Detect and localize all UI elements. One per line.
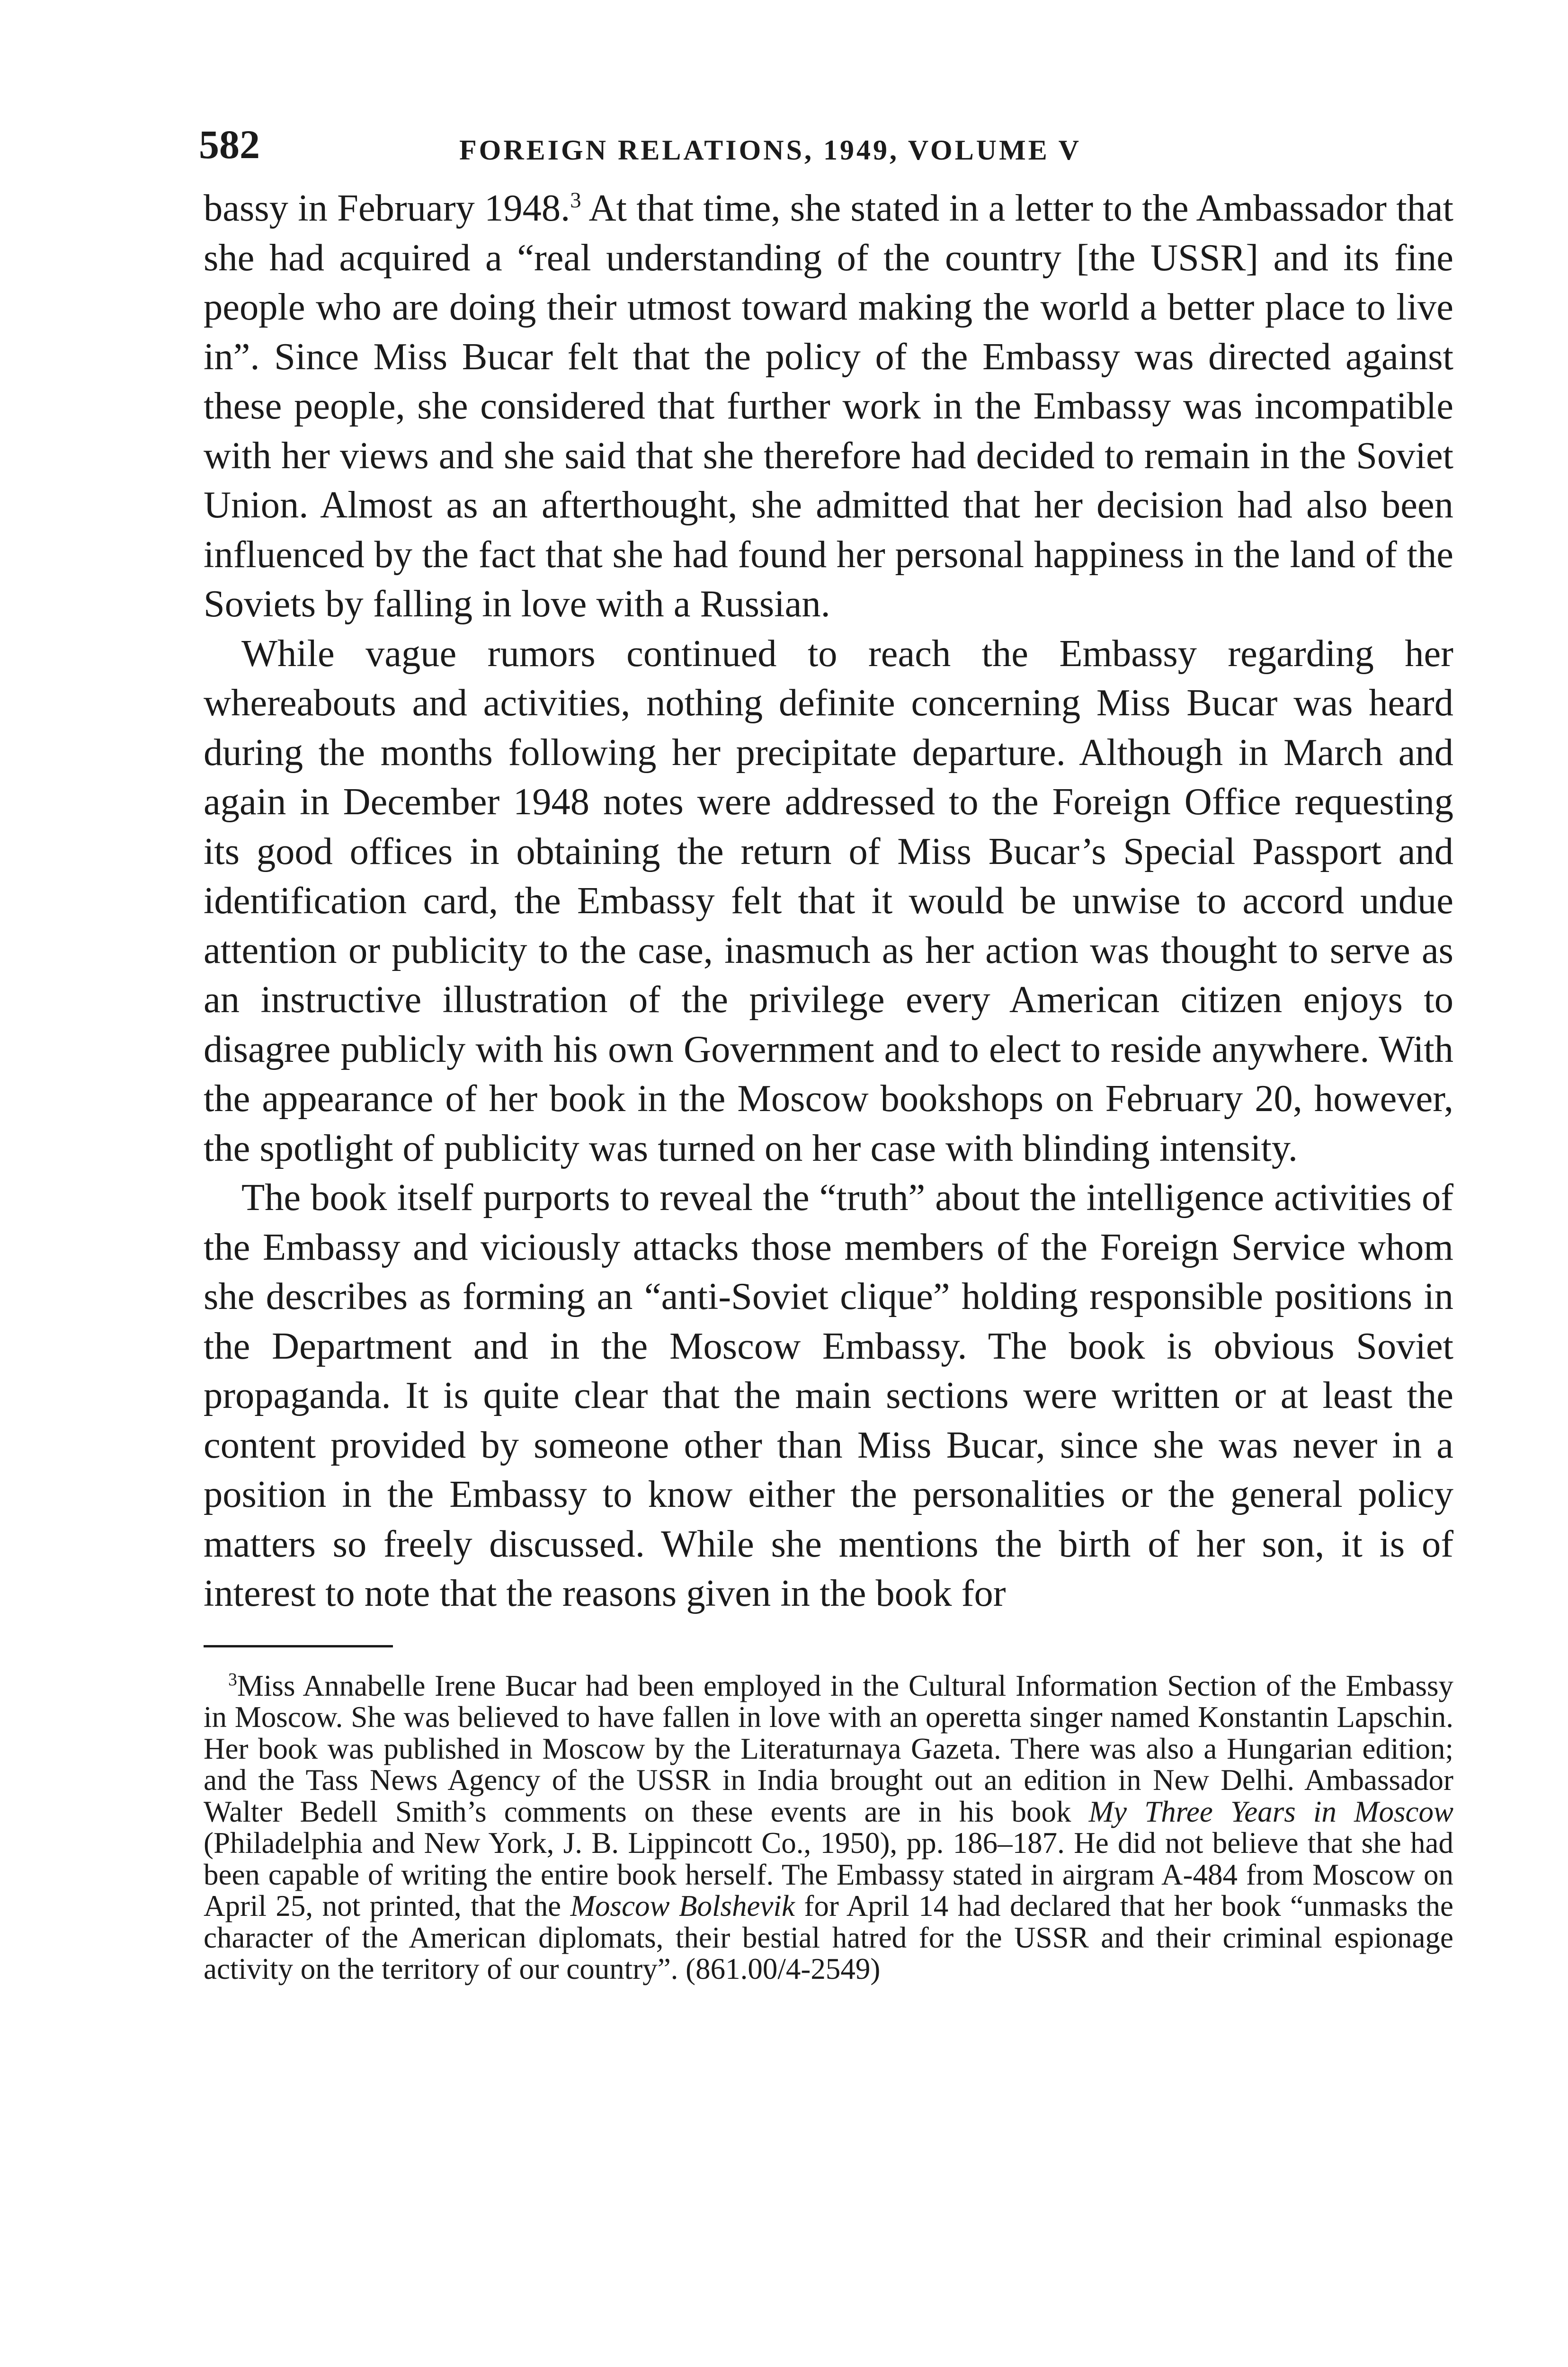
page-number: 582 [199,122,260,167]
footnote-book-title: My Three Years in Moscow [1088,1795,1453,1828]
footnote-reference-3[interactable]: 3 [570,188,581,213]
paragraph-1-rest: At that time, she stated in a letter to the Ambassador that she had acquired a “real understanding of the country [the USSR] and its fine people who are doing their utmost toward making the world a better place to live in”. Since Miss Bucar felt that the policy of the Embassy was directed against these people, she considered that further work in the Embassy was incompatible with her views and she said that she therefore had decided to remain in the Soviet Union. Almost as an afterthought, she admitted that her decision had also been influenced by the fact that she had found her personal happiness in the land of the Soviets by falling in love with a Russian. [204,187,1453,625]
footnote-text-part-3: for April 14 had declared that her book “unmasks the character of the American diplomats, their bestial hatred for the USSR and their criminal espionage activity on the territory of our country”. (861.00/4-2549) [204,1889,1454,1985]
running-head [199,118,1453,170]
paragraph-1 [204,184,1453,629]
footnotes [204,1670,1453,1985]
footnote-mark: 3 [228,1669,237,1690]
body-text [204,184,1453,1619]
footnote-text-part-1: Miss Annabelle Irene Bucar had been employed in the Cultural Information Section of the Embassy in Moscow. She was believed to have fallen in love with an operetta singer named Konstantin Lapschin. Her book was published in Moscow by the Literaturnaya Gazeta. There was also a Hungarian edition; and the Tass News Agency of the USSR in India brought out an edition in New Delhi. Ambassador Walter Bedell Smith’s comments on these events are in his book [204,1669,1453,1828]
document-page [199,118,1454,1985]
footnote-text-part-2: (Philadelphia and New York, J. B. Lippincott Co., 1950), pp. 186–187. He did not believe that she had been capable of writing the entire book herself. The Embassy stated in airgram A-484 from Moscow on April 25, not printed, that the [204,1826,1453,1922]
running-title: FOREIGN RELATIONS, 1949, VOLUME V [459,134,1081,166]
footnote-3 [204,1670,1453,1985]
footnote-divider [204,1645,393,1647]
paragraph-3: The book itself purports to reveal the “truth” about the intelligence activities of the Embassy and viciously attacks those members of the Foreign Service whom she describes as forming an “anti-Soviet clique” holding responsible positions in the Department and in the Moscow Embassy. The book is obvious Soviet propaganda. It is quite clear that the main sections were written or at least the content provided by someone other than Miss Bucar, since she was never in a position in the Embassy to know either the personalities or the general policy matters so freely discussed. While she mentions the birth of her son, it is of interest to note that the reasons given in the book for [204,1176,1453,1614]
footnote-newspaper-title: Moscow Bolshevik [570,1889,795,1922]
paragraph-2: While vague rumors continued to reach the Embassy regarding her whereabouts and activities, nothing definite concerning Miss Bucar was heard during the months following her precipitate departure. Although in March and again in December 1948 notes were addressed to the Foreign Office requesting its good offices in obtaining the return of Miss Bucar’s Special Passport and identification card, the Embassy felt that it would be unwise to accord undue attention or publicity to the case, inasmuch as her action was thought to serve as an instructive illustration of the privilege every American citizen enjoys to disagree publicly with his own Government and to elect to reside anywhere. With the appearance of her book in the Moscow bookshops on February 20, however, the spotlight of publicity was turned on her case with blinding intensity. [204,632,1453,1169]
paragraph-1-lead: bassy in February 1948. [204,187,570,229]
